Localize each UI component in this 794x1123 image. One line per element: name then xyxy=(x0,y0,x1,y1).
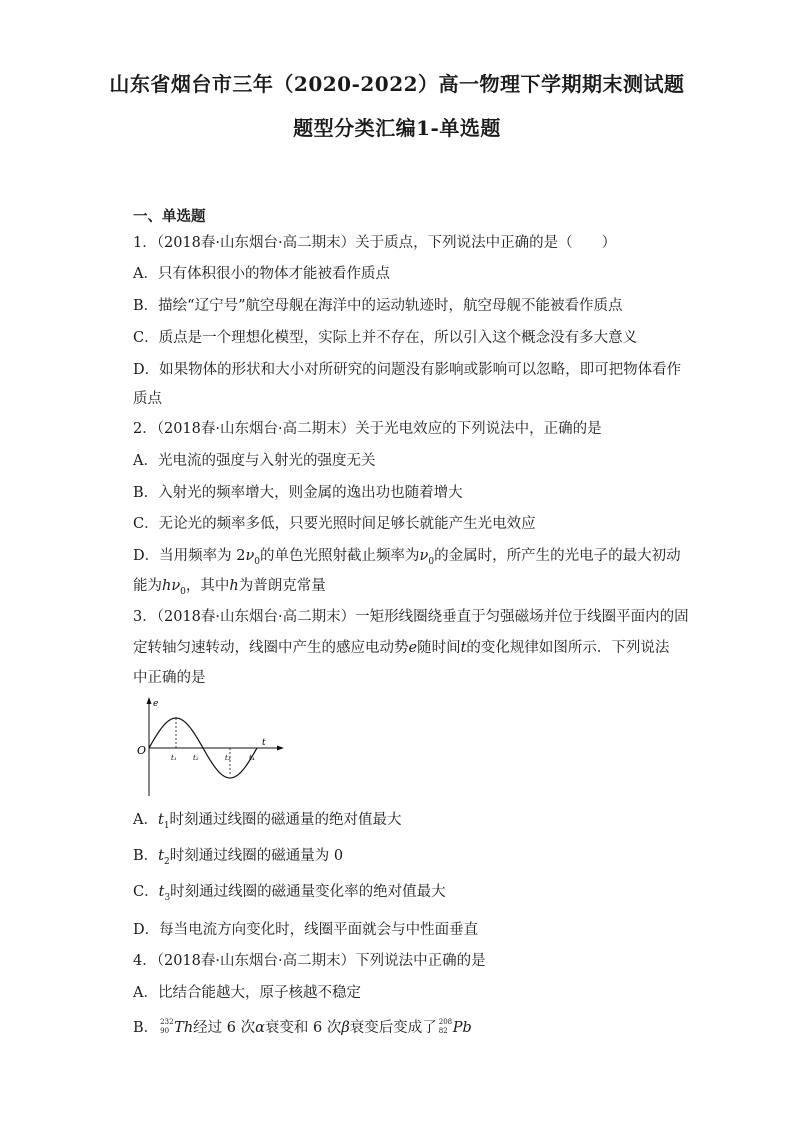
y-axis-label: e xyxy=(153,699,159,709)
question-1-option-b: B．描绘“辽宁号”航空母舰在海洋中的运动轨迹时，航空母舰不能被看作质点 xyxy=(133,298,623,314)
question-2-option-a: A．光电流的强度与入射光的强度无关 xyxy=(133,453,376,469)
question-3-stem-line1: 3．（2018春·山东烟台·高二期末）一矩形线圈绕垂直于匀强磁场并位于线圈平面内的固 xyxy=(133,609,689,625)
question-1-option-a: A．只有体积很小的物体才能被看作质点 xyxy=(133,266,390,282)
question-2-option-d-cont: 能为$h\nu_0$，其中h为普朗克常量 xyxy=(133,578,326,597)
x-axis-arrow xyxy=(277,746,284,751)
page-title: 山东省烟台市三年（2020-2022）高一物理下学期期末测试题 xyxy=(109,72,685,96)
question-3-stem-line3: 中正确的是 xyxy=(133,670,206,686)
question-2-stem: 2．（2018春·山东烟台·高二期末）关于光电效应的下列说法中，正确的是 xyxy=(133,421,602,437)
question-4-option-a: A．比结合能越大，原子核越不稳定 xyxy=(133,985,361,1001)
origin-label: O xyxy=(137,744,147,757)
question-3-option-a: A．$t_1$时刻通过线圈的磁通量的绝对值最大 xyxy=(133,812,402,831)
page-subtitle: 题型分类汇编1-单选题 xyxy=(293,116,501,140)
question-4-stem: 4．（2018春·山东烟台·高二期末）下列说法中正确的是 xyxy=(133,953,486,969)
question-3-option-c: C．$t_3$时刻通过线圈的磁通量变化率的绝对值最大 xyxy=(133,884,446,903)
question-2-option-c: C．无论光的频率多低，只要光照时间足够长就能产生光电效应 xyxy=(133,516,536,532)
emf-time-graph xyxy=(137,696,290,800)
question-3-stem-line2: 定转轴匀速转动，线圈中产生的感应电动势e随时间t的变化规律如图所示．下列说法 xyxy=(133,640,670,656)
section-heading: 一、单选题 xyxy=(133,208,206,225)
question-4-option-b: B． 232 90 Th经过 6 次α衰变和 6 次β衰变后变成了 208 82 Pb xyxy=(133,1018,472,1036)
tick-t2: t₂ xyxy=(193,754,199,762)
question-2-option-b: B．入射光的频率增大，则金属的逸出功也随着增大 xyxy=(133,485,463,501)
tick-t3: t₃ xyxy=(225,754,231,762)
question-1-option-c: C．质点是一个理想化模型，实际上并不存在，所以引入这个概念没有多大意义 xyxy=(133,330,638,346)
question-1-option-d: D．如果物体的形状和大小对所研究的问题没有影响或影响可以忽略，即可把物体看作 xyxy=(133,362,682,378)
question-3-option-b: B．$t_2$时刻通过线圈的磁通量为 0 xyxy=(133,848,344,867)
tick-t1: t₁ xyxy=(171,754,177,762)
question-3-option-d: D．每当电流方向变化时，线圈平面就会与中性面垂直 xyxy=(133,922,479,938)
question-1-option-d-cont: 质点 xyxy=(133,391,162,407)
question-1-stem: 1．（2018春·山东烟台·高二期末）关于质点，下列说法中正确的是（ ） xyxy=(133,235,617,251)
thorium-nuclide: 232 90 xyxy=(160,1018,174,1035)
question-2-option-d: D．当用频率为 $2\nu_0$的单色光照射截止频率为$\nu_0$的金属时，所产生的光电子的最大初动 xyxy=(133,548,681,567)
x-axis-label: t xyxy=(262,738,266,748)
tick-t4: t₄ xyxy=(249,754,255,762)
y-axis-arrow xyxy=(147,697,152,704)
lead-nuclide: 208 82 xyxy=(438,1018,453,1035)
